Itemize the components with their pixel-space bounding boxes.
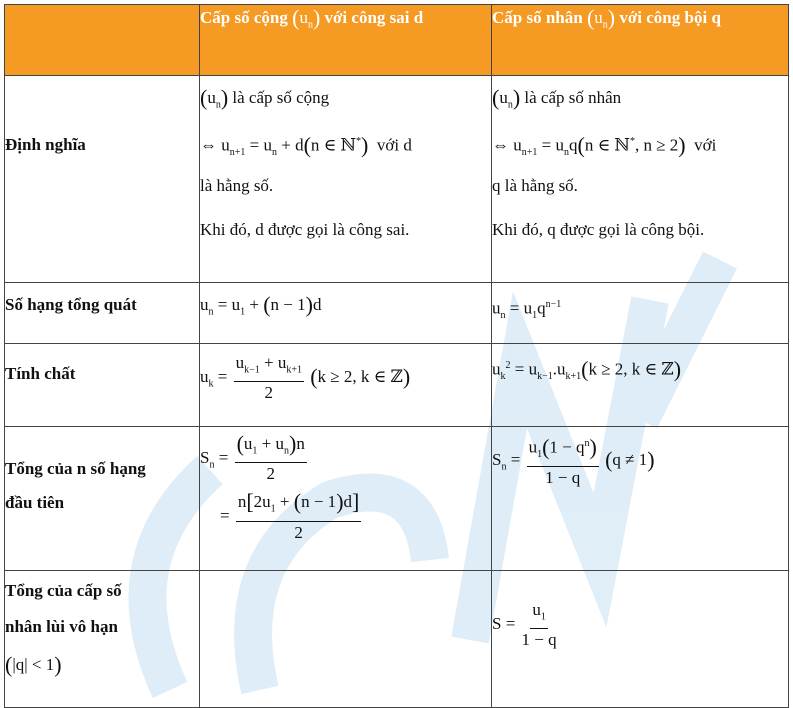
general-term-arithmetic: $u_n = u_1 + (n - 1)d$ — [200, 283, 492, 344]
header-arith-title: Cấp số cộng — [200, 8, 288, 27]
header-empty-cell — [5, 5, 200, 76]
infinite-sum-row — [5, 571, 789, 708]
header-geo-title: Cấp số nhân — [492, 8, 583, 27]
header-geometric: Cấp số nhân $(u_n)$ với công bội q — [492, 5, 789, 76]
infinite-sum-label: Tổng của cấp số nhân lùi vô hạn (|q| < 1) — [5, 571, 200, 708]
sum-row — [5, 427, 789, 571]
header-geo-suffix: với công bội q — [619, 8, 721, 27]
general-term-label: Số hạng tổng quát — [5, 283, 200, 344]
sum-label: Tổng của n số hạng đầu tiên — [5, 427, 200, 571]
property-row — [5, 344, 789, 427]
general-term-geometric: $u_n = u_1q^{n-1}$ — [492, 283, 789, 344]
header-row — [5, 5, 789, 76]
sum-arithmetic: $S_n$ = $\frac{(u_1 + u_n)n}{2}$ = $\frac{n[2u_1 + (n - 1)d]}{2}$ — [200, 427, 492, 571]
comparison-table — [4, 4, 789, 708]
definition-arithmetic: $(u_n)$ là cấp số cộng ⇔ $u_{n+1} = u_n + d(n$ ∈ ℕ*) với d là hằng số. Khi đó, d được gọi là công sai. — [200, 76, 492, 283]
header-arith-suffix: với công sai d — [324, 8, 424, 27]
definition-geometric: $(u_n)$ là cấp số nhân ⇔ $u_{n+1} = u_nq(n$ ∈ ℕ*, n ≥ 2) với q là hằng số. Khi đó, q được gọi là công bội. — [492, 76, 789, 283]
header-arithmetic: Cấp số cộng $(u_n)$ với công sai d — [200, 5, 492, 76]
definition-label: Định nghĩa — [5, 76, 200, 283]
sum-geometric: $S_n$ = $\frac{u_1(1 - q^n)}{1 - q}$ (q ≠ 1) — [492, 427, 789, 571]
property-geometric: $u_k^2 = u_{k-1}.u_{k+1}(k \ge 2$, k ∈ ℤ) — [492, 344, 789, 427]
infinite-sum-arithmetic-empty — [200, 571, 492, 708]
definition-row — [5, 76, 789, 283]
general-term-row — [5, 283, 789, 344]
property-arithmetic: $u_k$ = $\frac{u_{k-1} + u_{k+1}}{2}$ (k ≥ 2, k ∈ ℤ) — [200, 344, 492, 427]
infinite-sum-geometric: S = $\frac{u_1}{1 - q}$ — [492, 571, 789, 708]
property-label: Tính chất — [5, 344, 200, 427]
